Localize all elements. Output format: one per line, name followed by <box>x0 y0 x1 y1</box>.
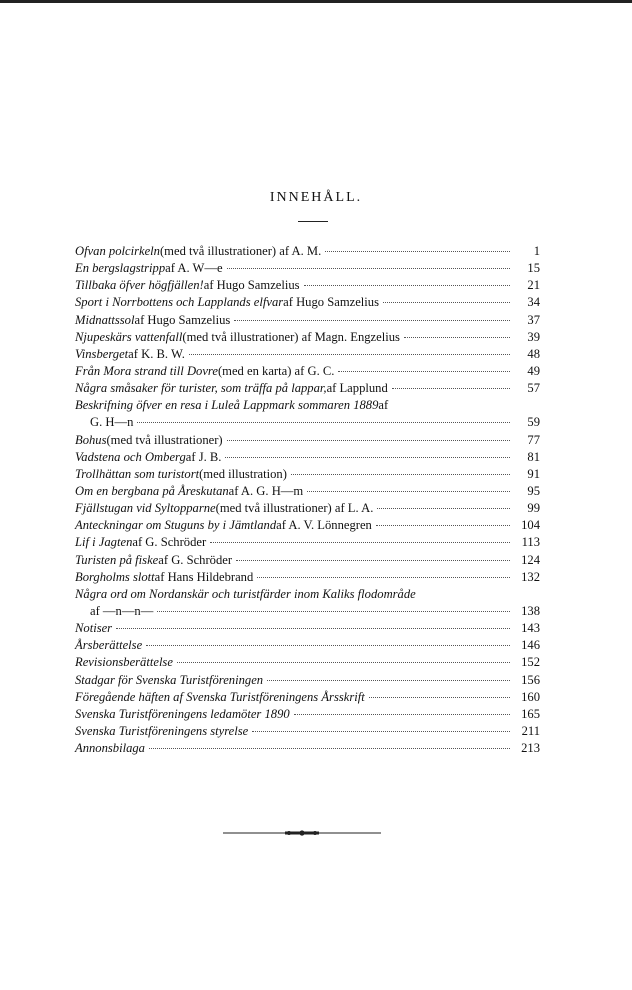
toc-entry-page-number: 21 <box>527 278 540 293</box>
toc-entry-author: af J. B. <box>185 449 222 464</box>
toc-entry-author: (med två illustrationer) af L. A. <box>215 501 374 516</box>
toc-entry-title: En bergslagstripp <box>75 261 166 276</box>
toc-entry-author: af Hans Hildebrand <box>154 569 254 584</box>
dot-leader <box>225 457 510 458</box>
toc-entry-page-number: 146 <box>521 638 540 653</box>
dot-leader <box>177 662 510 663</box>
toc-entry-title: Lif i Jagten <box>75 535 133 550</box>
toc-entry-title: Sport i Norrbottens och Lapplands elfvar <box>75 295 284 310</box>
toc-entry-page-number: 59 <box>527 415 540 430</box>
dot-leader <box>137 422 510 423</box>
toc-entry-author: af Hugo Samzelius <box>134 312 231 327</box>
toc-entry-title: Revisionsberättelse <box>75 655 173 670</box>
toc-entry-page-number: 124 <box>521 552 540 567</box>
toc-entry-author: af A. V. Lönnegren <box>276 518 372 533</box>
toc-entry-page-number: 160 <box>521 689 540 704</box>
toc-entry <box>75 672 540 689</box>
dot-leader <box>307 491 510 492</box>
toc-entry-page-number: 99 <box>527 501 540 516</box>
toc-entry-page-number: 138 <box>521 603 540 618</box>
toc-entry <box>75 363 540 380</box>
dot-leader <box>291 474 510 475</box>
toc-entry-author: af —n—n— <box>90 603 154 618</box>
toc-entry <box>75 329 540 346</box>
toc-entry <box>75 380 540 397</box>
table-of-contents <box>75 243 540 757</box>
toc-entry <box>75 534 540 551</box>
dot-leader <box>294 714 510 715</box>
dot-leader <box>392 388 510 389</box>
toc-entry-page-number: 143 <box>521 621 540 636</box>
toc-entry-title: Notiser <box>75 621 113 636</box>
dot-leader <box>257 577 510 578</box>
toc-entry <box>75 620 540 637</box>
toc-entry-title: Om en bergbana på Åreskutan <box>75 483 229 498</box>
toc-entry <box>75 723 540 740</box>
toc-entry-author: af K. B. W. <box>128 346 185 361</box>
toc-entry <box>75 706 540 723</box>
toc-entry-title: Vadstena och Omberg <box>75 449 186 464</box>
dot-leader <box>189 354 510 355</box>
toc-entry-author: af G. Schröder <box>132 535 207 550</box>
dot-leader <box>304 285 510 286</box>
dot-leader <box>377 508 510 509</box>
toc-entry-title: Några småsaker för turister, som träffa på lappar, <box>75 381 327 396</box>
toc-entry-page-number: 152 <box>521 655 540 670</box>
toc-entry-title: Bohus <box>75 432 107 447</box>
toc-entry <box>75 346 540 363</box>
toc-entry <box>75 277 540 294</box>
toc-entry <box>75 432 540 449</box>
toc-entry-author: af Hugo Samzelius <box>283 295 379 310</box>
toc-entry <box>75 517 540 534</box>
toc-entry-title: Svenska Turistföreningens styrelse <box>75 723 249 738</box>
toc-entry-title: Stadgar för Svenska Turistföreningen <box>75 672 264 687</box>
toc-entry <box>75 637 540 654</box>
toc-entry-title: Fjällstugan vid Syltopparne <box>75 501 216 516</box>
dot-leader <box>267 680 510 681</box>
toc-entry-author: (med en karta) af G. C. <box>217 363 335 378</box>
dot-leader <box>404 337 510 338</box>
dot-leader <box>234 320 510 321</box>
toc-entry-page-number: 1 <box>533 244 540 258</box>
toc-entry-page-number: 104 <box>521 518 540 533</box>
toc-entry-author: G. H—n <box>90 415 134 430</box>
toc-entry-page-number: 77 <box>527 432 540 447</box>
toc-entry-page-number: 95 <box>527 483 540 498</box>
toc-entry-title: Vinsberget <box>75 346 129 361</box>
toc-entry-page-number: 57 <box>527 381 540 396</box>
toc-entry-author: af <box>378 398 389 413</box>
dot-leader <box>227 268 510 269</box>
toc-entry <box>75 260 540 277</box>
toc-entry-author: (med illustration) <box>199 466 287 481</box>
dot-leader <box>149 748 510 749</box>
toc-entry <box>75 414 540 431</box>
ornament-rule <box>223 830 381 836</box>
toc-entry <box>75 466 540 483</box>
toc-entry-page-number: 15 <box>527 261 540 276</box>
toc-entry-page-number: 213 <box>521 741 540 756</box>
toc-entry-author: af A. W—e <box>165 261 223 276</box>
toc-entry-title: Turisten på fiske <box>75 552 159 567</box>
toc-entry-page-number: 165 <box>521 706 540 721</box>
toc-entry <box>75 654 540 671</box>
toc-entry-page-number: 48 <box>527 346 540 361</box>
toc-entry-title: Anteckningar om Stuguns by i Jämtland <box>75 518 277 533</box>
toc-entry-page-number: 49 <box>527 363 540 378</box>
dot-leader <box>236 560 510 561</box>
toc-entry-author: af Lapplund <box>326 381 388 396</box>
title-underline <box>298 221 328 222</box>
dot-leader <box>252 731 510 732</box>
toc-entry-title: Några ord om Nordanskär och turistfärder inom Kaliks flodområde <box>75 586 416 601</box>
toc-entry-title: Borgholms slott <box>75 569 155 584</box>
dot-leader <box>210 542 510 543</box>
page-title: INNEHÅLL. <box>269 190 363 205</box>
toc-entry-page-number: 37 <box>527 312 540 327</box>
toc-entry-title: Föregående häften af Svenska Turistföreningens Årsskrift <box>75 689 365 704</box>
toc-entry-title: Annonsbilaga <box>75 741 145 756</box>
dot-leader <box>383 302 510 303</box>
toc-entry-page-number: 39 <box>527 329 540 344</box>
toc-entry <box>75 569 540 586</box>
toc-entry <box>75 689 540 706</box>
dot-leader <box>376 525 510 526</box>
toc-entry-page-number: 132 <box>521 569 540 584</box>
dot-leader <box>146 645 510 646</box>
dot-leader <box>369 697 510 698</box>
dot-leader <box>227 440 510 441</box>
toc-entry-page-number: 113 <box>521 535 540 550</box>
toc-entry <box>75 312 540 329</box>
toc-entry-author: (med två illustrationer) af Magn. Engzelius <box>182 329 400 344</box>
toc-entry-title: Tillbaka öfver högfjällen! <box>75 278 204 293</box>
toc-entry <box>75 552 540 569</box>
toc-entry-author: (med två illustrationer) af A. M. <box>159 244 322 258</box>
dot-leader <box>116 628 510 629</box>
toc-entry-page-number: 91 <box>527 466 540 481</box>
toc-entry <box>75 740 540 757</box>
toc-entry-title: Beskrifning öfver en resa i Luleå Lappmark sommaren 1889 <box>75 398 379 413</box>
toc-entry-page-number: 156 <box>521 672 540 687</box>
toc-entry <box>75 586 540 603</box>
toc-entry-title: Trollhättan som turistort <box>75 466 200 481</box>
toc-entry <box>75 294 540 311</box>
toc-entry-page-number: 81 <box>527 449 540 464</box>
dot-leader <box>157 611 510 612</box>
toc-entry-title: Årsberättelse <box>75 638 143 653</box>
toc-entry-title: Från Mora strand till Dovre <box>75 363 218 378</box>
dot-leader <box>325 251 510 252</box>
toc-entry <box>75 603 540 620</box>
top-border-rule <box>0 0 632 3</box>
toc-entry-title: Svenska Turistföreningens ledamöter 1890 <box>75 706 290 721</box>
toc-entry <box>75 500 540 517</box>
toc-entry <box>75 397 540 414</box>
toc-entry-page-number: 34 <box>527 295 540 310</box>
toc-entry-author: af G. Schröder <box>158 552 233 567</box>
toc-entry-author: (med två illustrationer) <box>106 432 223 447</box>
toc-entry <box>75 483 540 500</box>
toc-entry <box>75 449 540 466</box>
toc-entry-title: Njupeskärs vattenfall <box>75 329 183 344</box>
toc-entry-title: Midnattssol <box>75 312 135 327</box>
toc-entry-author: af Hugo Samzelius <box>203 278 300 293</box>
dot-leader <box>338 371 510 372</box>
toc-entry-author: af A. G. H—m <box>228 483 304 498</box>
toc-entry-page-number: 211 <box>521 723 540 738</box>
toc-entry-title: Ofvan polcirkeln <box>75 244 160 258</box>
toc-entry <box>75 243 540 260</box>
